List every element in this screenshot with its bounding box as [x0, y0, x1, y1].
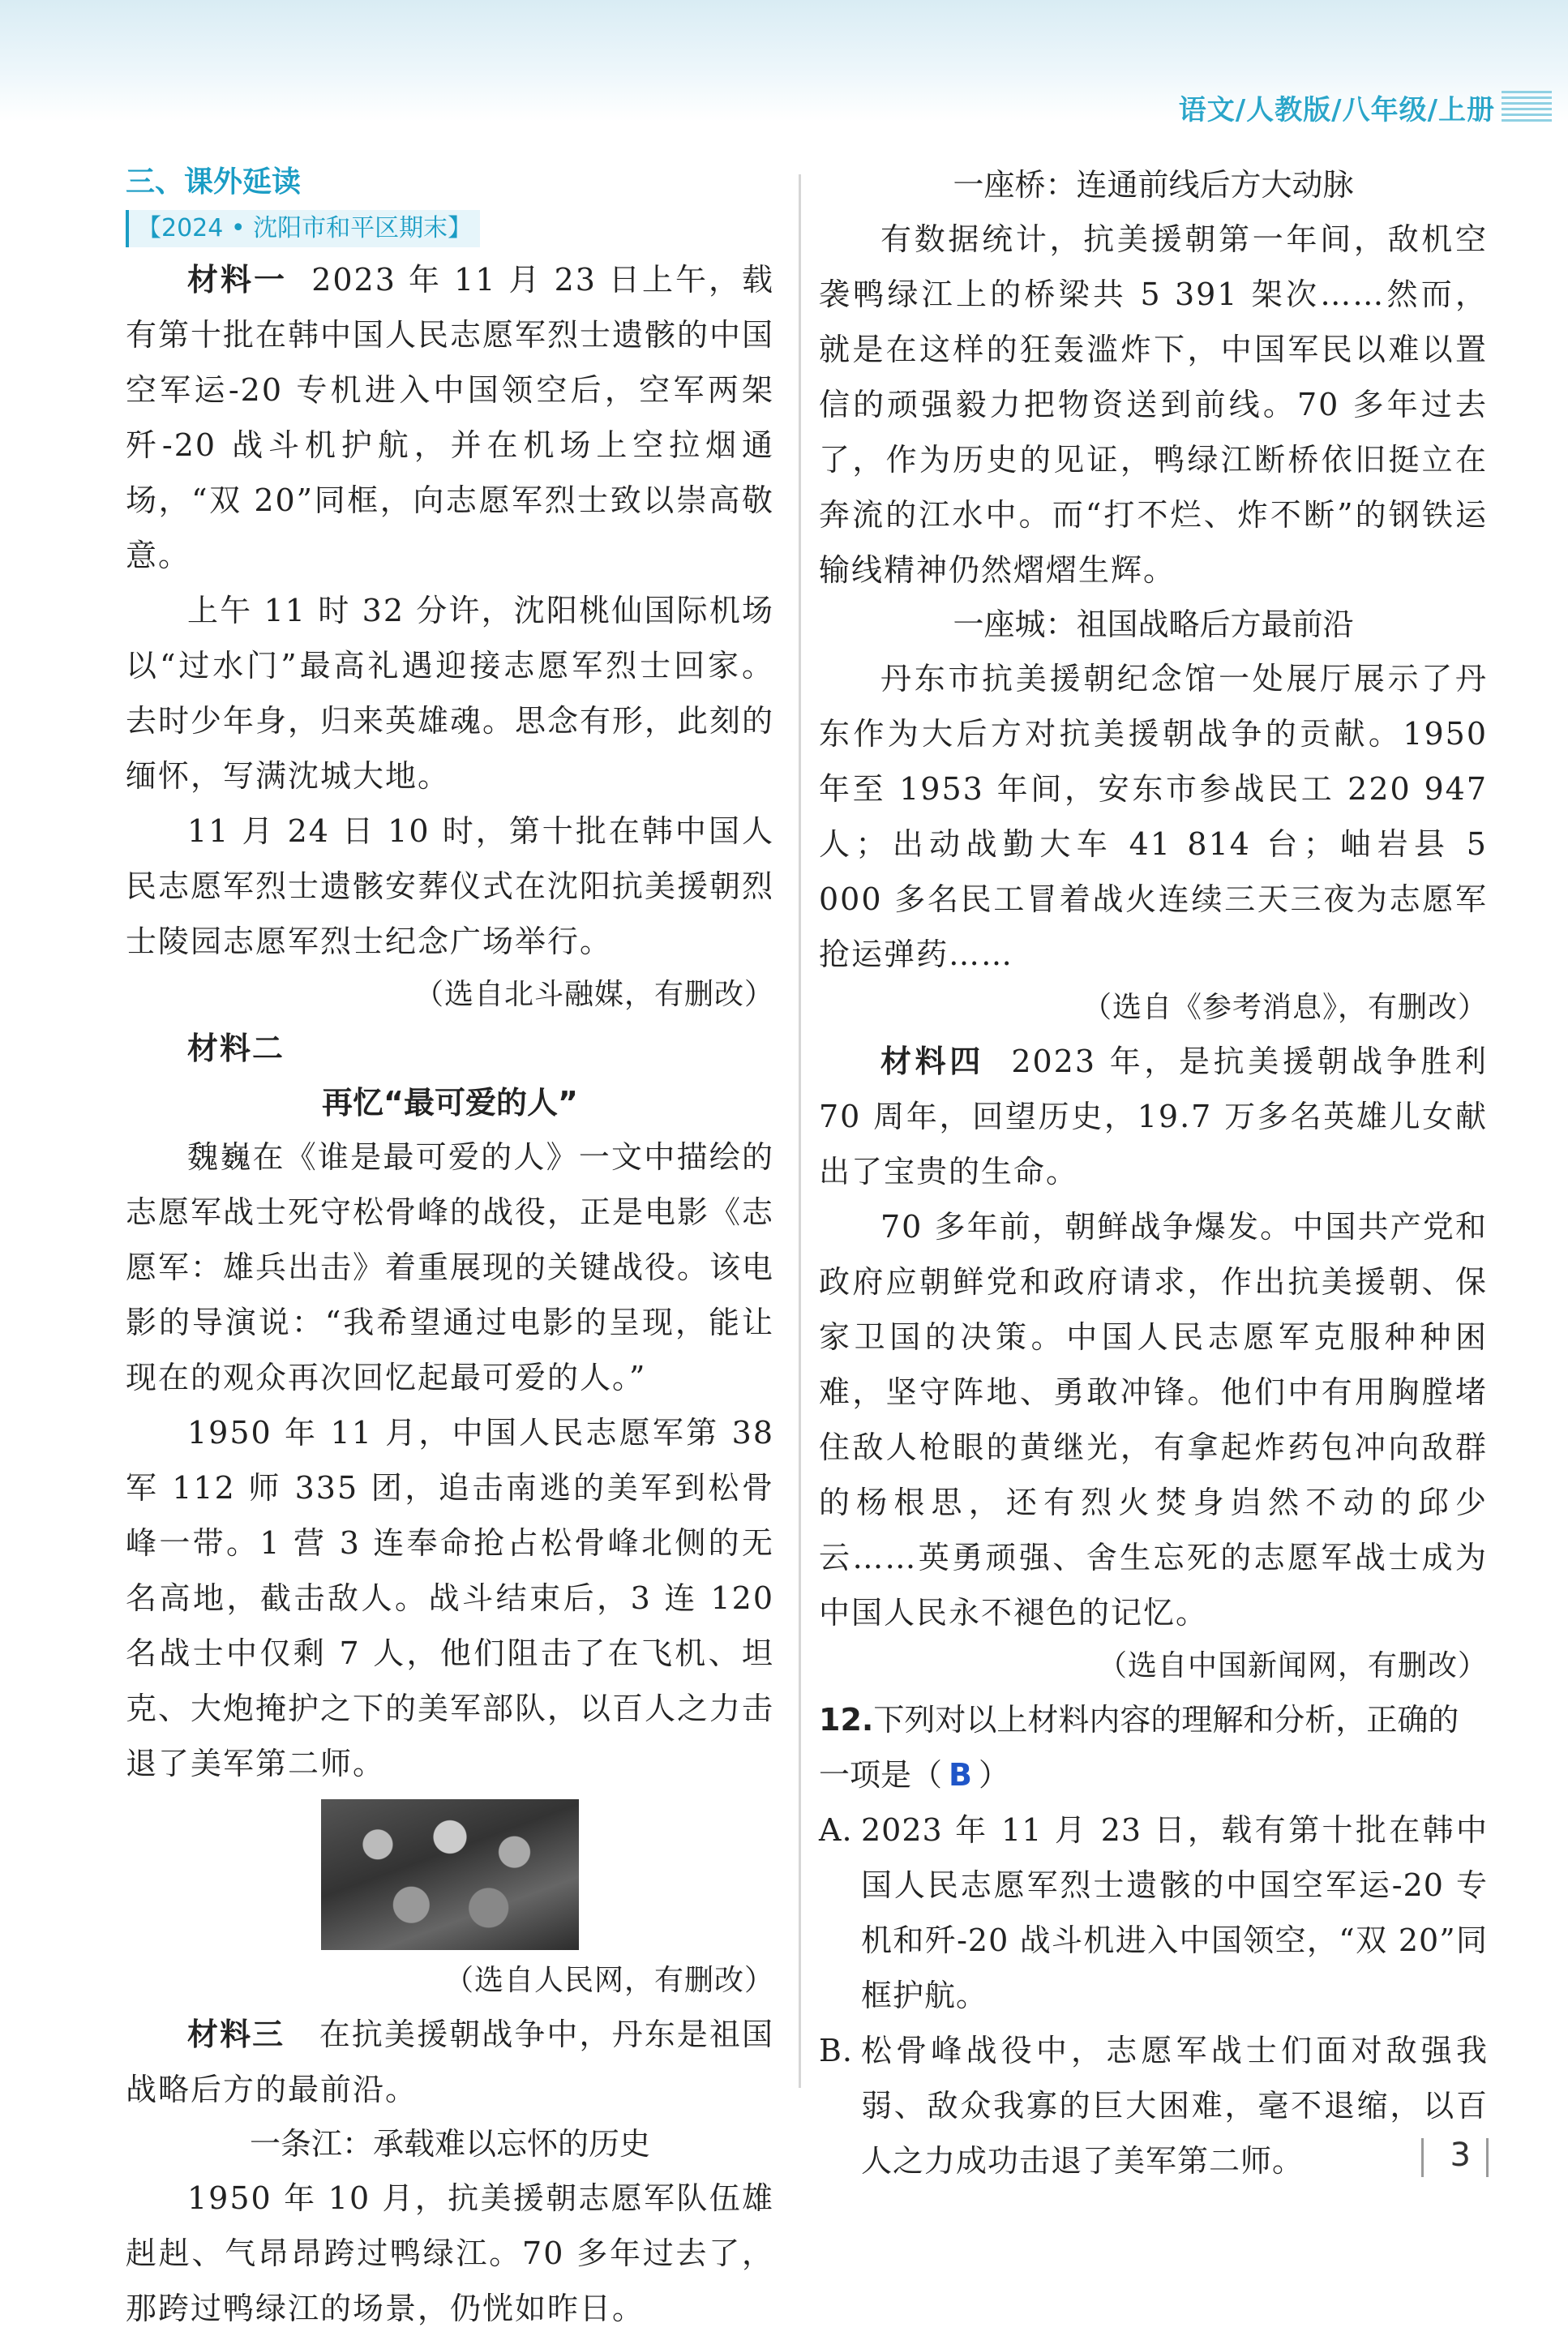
option-a	[819, 1802, 1488, 2023]
material-1-paragraph-3: 11 月 24 日 10 时，第十批在韩中国人民志愿军烈士遗骸安葬仪式在沈阳抗美援朝烈士陵园志愿军烈士纪念广场举行。	[126, 813, 775, 959]
material-3-subtitle-bridge: 一座桥：连通前线后方大动脉	[953, 167, 1354, 203]
material-2-label: 材料二	[187, 1031, 285, 1066]
material-2-title: 再忆“最可爱的人”	[322, 1085, 578, 1121]
answer-mark: B	[949, 1757, 972, 1793]
material-3-paragraph-1: 材料三 在抗美援朝战争中，丹东是祖国战略后方的最前沿。	[126, 2017, 774, 2107]
left-column	[126, 158, 774, 2336]
material-3-label: 材料三	[187, 2017, 285, 2052]
exam-source-tag: 【2024 • 沈阳市和平区期末】	[126, 210, 480, 247]
column-divider	[799, 174, 801, 2088]
material-3-subtitle-city: 一座城：祖国战略后方最前沿	[953, 607, 1354, 642]
option-a-letter: A.	[819, 1812, 853, 1848]
material-3-source: （选自《参考消息》，有删改）	[1082, 991, 1488, 1024]
material-4-source: （选自中国新闻网，有删改）	[1097, 1649, 1488, 1682]
right-column	[819, 158, 1488, 2188]
question-12: 12.下列对以上材料内容的理解和分析，正确的一项是（ B ）	[819, 1702, 1459, 1793]
material-4-paragraph-2: 70 多年前，朝鲜战争爆发。中国共产党和政府应朝鲜党和政府请求，作出抗美援朝、保家卫国的决策。中国人民志愿军克服种种困难，坚守阵地、勇敢冲锋。他们中有用胸膛堵住敌人枪眼的黄继光，有拿起炸药包冲向敌群的杨根思，还有烈火焚身岿然不动的邱少云……英勇顽强、舍生忘死的志愿军战士成为中国人民永不褪色的记忆。	[819, 1209, 1488, 1631]
material-2-paragraph-1: 魏巍在《谁是最可爱的人》一文中描绘的志愿军战士死守松骨峰的战役，正是电影《志愿军：雄兵出击》着重展现的关键战役。该电影的导演说：“我希望通过电影的呈现，能让现在的观众再次回忆起最可爱的人。”	[126, 1139, 775, 1395]
material-3-paragraph-3: 有数据统计，抗美援朝第一年间，敌机空袭鸭绿江上的桥梁共 5 391 架次……然而，就是在这样的狂轰滥炸下，中国军民以难以置信的顽强毅力把物资送到前线。70 多年过去了，作为历史的见证，鸭绿江断桥依旧挺立在奔流的江水中。而“打不烂、炸不断”的钢铁运输线精神仍然熠熠生辉。	[819, 221, 1488, 588]
option-b-text: 松骨峰战役中，志愿军战士们面对敌强我弱、敌众我寡的巨大困难，毫不退缩，以百人之力成功击退了美军第二师。	[861, 2033, 1488, 2179]
option-b-letter: B.	[819, 2033, 854, 2068]
option-a-text: 2023 年 11 月 23 日，载有第十批在韩中国人民志愿军烈士遗骸的中国空军运-20 专机和歼-20 战斗机进入中国领空，“双 20”同框护航。	[861, 1812, 1488, 2013]
material-2-paragraph-2: 1950 年 11 月，中国人民志愿军第 38 军 112 师 335 团，追击南逃的美军到松骨峰一带。1 营 3 连奉命抢占松骨峰北侧的无名高地，截击敌人。战斗结束后，3 连 120 名战士中仅剩 7 人，他们阻击了在飞机、坦克、大炮掩护之下的美军部队，以百人之力击退了美军第二师。	[126, 1415, 775, 1781]
header-stripes-decoration	[1502, 91, 1552, 123]
material-3-paragraph-2: 1950 年 10 月，抗美援朝志愿军队伍雄赳赳、气昂昂跨过鸭绿江。70 多年过去了，那跨过鸭绿江的场景，仍恍如昨日。	[126, 2180, 774, 2326]
material-3-subtitle-river: 一条江：承载难以忘怀的历史	[249, 2126, 650, 2162]
page-number: 3	[1450, 2137, 1471, 2174]
material-4-paragraph-1: 材料四 2023 年，是抗美援朝战争胜利 70 周年，回望历史，19.7 万多名英雄儿女献出了宝贵的生命。	[819, 1044, 1488, 1189]
volunteer-soldiers-photo	[321, 1799, 579, 1950]
material-3-paragraph-4: 丹东市抗美援朝纪念馆一处展厅展示了丹东作为大后方对抗美援朝战争的贡献。1950 年至 1953 年间，安东市参战民工 220 947 人；出动战勤大车 41 814 台；岫岩县 5 000 多名民工冒着战火连续三天三夜为志愿军抢运弹药……	[819, 661, 1488, 972]
material-1-paragraph-1: 材料一 2023 年 11 月 23 日上午，载有第十批在韩中国人民志愿军烈士遗骸的中国空军运-20 专机进入中国领空后，空军两架歼-20 战斗机护航，并在机场上空拉烟通场，“双 20”同框，向志愿军烈士致以崇高敬意。	[126, 262, 775, 573]
material-1-source: （选自北斗融媒，有删改）	[413, 978, 774, 1011]
question-text: 下列对以上材料内容的理解和分析，正确的一项是（	[819, 1702, 1459, 1793]
section-title: 三、课外延读	[126, 165, 302, 199]
material-1-paragraph-2: 上午 11 时 32 分许，沈阳桃仙国际机场以“过水门”最高礼遇迎接志愿军烈士回家。去时少年身，归来英雄魂。思念有形，此刻的缅怀，写满沈城大地。	[126, 593, 775, 794]
material-1-label: 材料一	[187, 262, 288, 298]
book-series-label: 语文/人教版/八年级/上册	[1178, 94, 1495, 126]
page-number-bar-right	[1486, 2138, 1489, 2177]
option-b	[819, 2023, 1488, 2188]
question-number: 12.	[819, 1702, 874, 1738]
page-number-bar-left	[1421, 2138, 1424, 2177]
material-4-label: 材料四	[880, 1044, 984, 1079]
material-2-source: （选自人民网，有删改）	[443, 1964, 774, 1997]
